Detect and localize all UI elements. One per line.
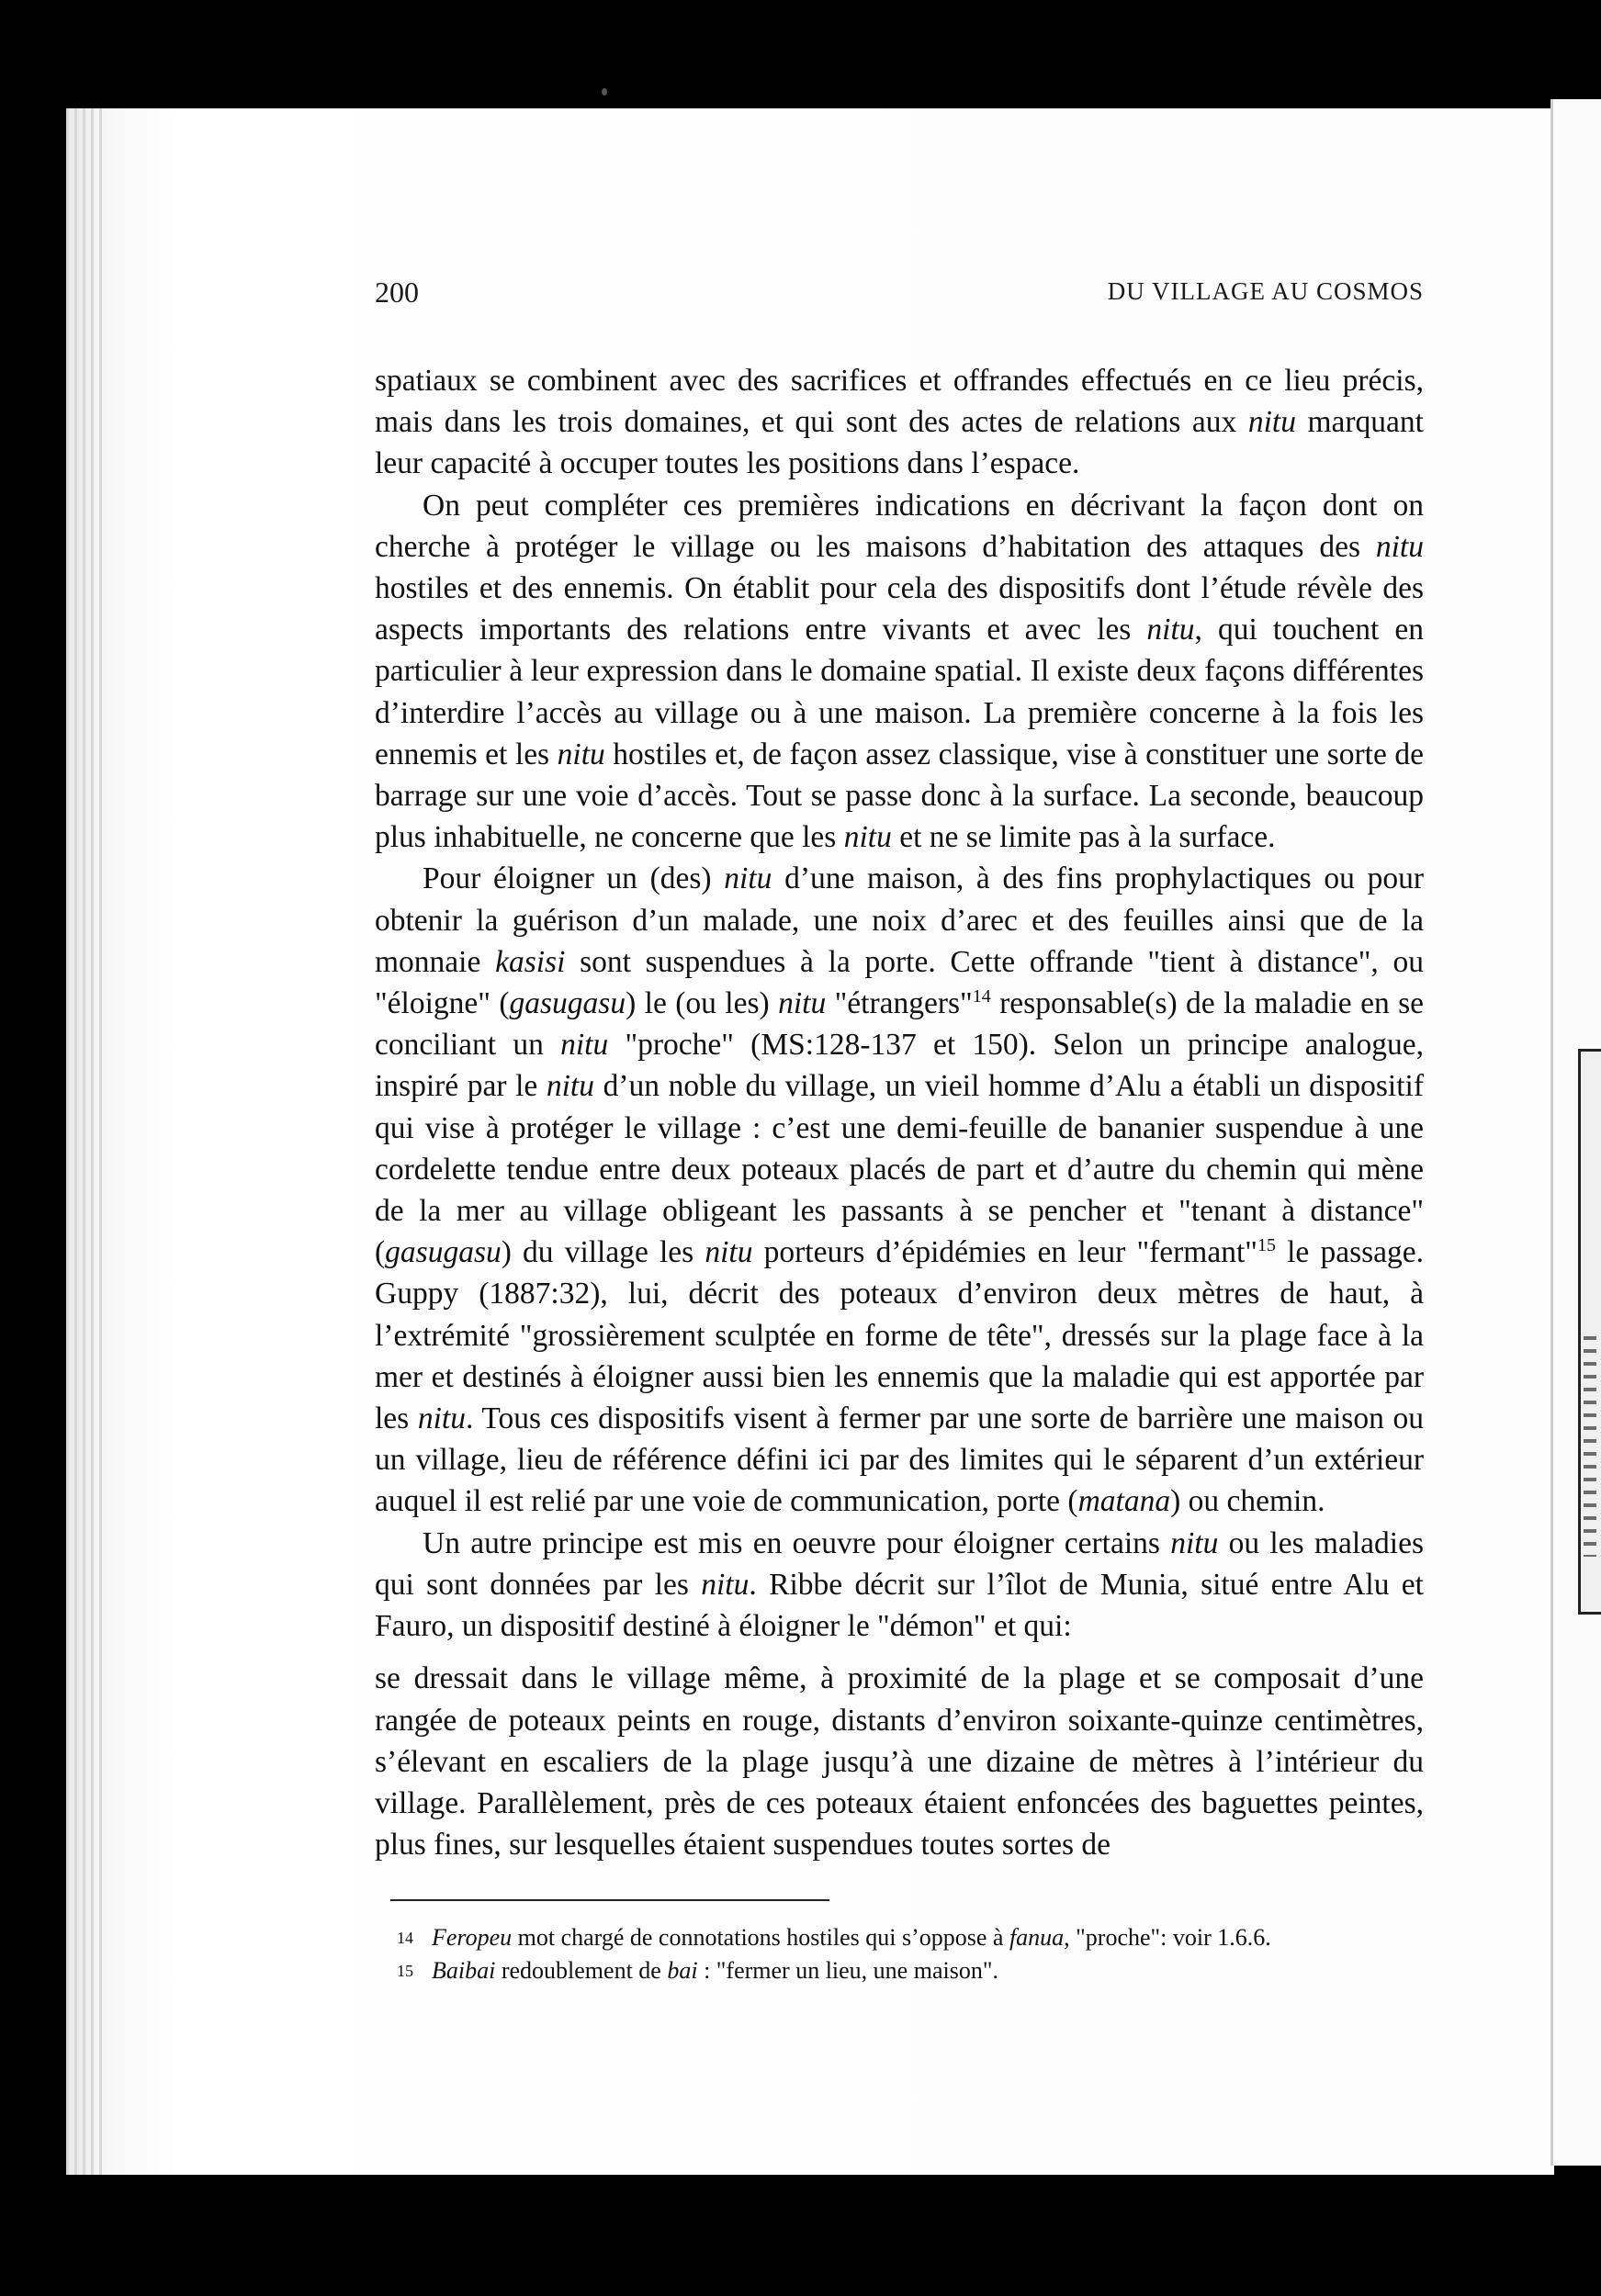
italic-term: nitu <box>546 1069 594 1104</box>
page-stack-edge <box>74 108 77 2175</box>
page-number: 200 <box>375 276 419 309</box>
text-run: mot chargé de connotations hostiles qui s’oppose à <box>512 1924 1009 1951</box>
text-run: sont suspendues à la porte. Cette offrande "tient à distance", ou "éloigne" ( <box>375 944 1424 1021</box>
italic-term: fanua <box>1009 1924 1065 1951</box>
text-run: . Tous ces dispositifs visent à fermer par une sorte de barrière une maison ou un village, lieu de référence défini ici par des limites qui le séparent d’un extérieur auquel il est relié par une voie de communication, porte ( <box>375 1401 1424 1519</box>
text-run: le passage. Guppy (1887:32), lui, décrit des poteaux d’environ deux mètres de haut, à l’extrémité "grossièrement sculptée en forme de tête", dressés sur la plage face à la mer et destinés à éloigner aussi bien les ennemis que la maladie qui est apportée par les <box>375 1235 1425 1436</box>
text-run: responsable(s) de la maladie en se conciliant un <box>375 986 1425 1063</box>
page-stack-edge <box>99 108 102 2175</box>
text-run: Un autre principe est mis en oeuvre pour éloigner certains <box>423 1525 1171 1560</box>
italic-term: nitu <box>705 1235 753 1270</box>
paragraph-1 <box>375 360 1424 485</box>
italic-term: nitu <box>778 986 827 1021</box>
text-run: ou les maladies qui sont données par les <box>375 1525 1425 1602</box>
footnote-15 <box>397 1954 1415 1987</box>
italic-term: Feropeu <box>432 1924 513 1951</box>
paragraph-2 <box>375 485 1424 859</box>
italic-term: nitu <box>557 737 605 771</box>
italic-term: nitu <box>724 861 772 896</box>
text-run: hostiles et des ennemis. On établit pour cela des dispositifs dont l’étude révèle des aspects importants des relations entre vivants et avec les <box>375 571 1424 647</box>
italic-term: gasugasu <box>509 986 626 1021</box>
footnote-ref-14[interactable]: 14 <box>972 986 991 1007</box>
running-head <box>375 276 1424 312</box>
text-run: "proche" (MS:128-137 et 150). Selon un principe analogue, inspiré par le <box>375 1028 1424 1104</box>
text-run: d’un noble du village, un vieil homme d’Alu a établi un dispositif qui vise à protéger le village : c’est une demi-feuille de bananier suspendue à une cordelette tendue entre deux poteaux placés de part et d’autre du chemin qui mène de la mer au village obligeant les passants à se pencher et "tenant à distance" ( <box>375 1069 1424 1270</box>
italic-term: nitu <box>417 1401 466 1436</box>
text-run: redoublement de <box>495 1957 668 1984</box>
text-run: . Ribbe décrit sur l’îlot de Munia, situé entre Alu et Fauro, un dispositif destiné à éloigner le "démon" et qui: <box>375 1567 1424 1644</box>
text-run: porteurs d’épidémies en leur "fermant" <box>752 1235 1257 1270</box>
italic-term: Baibai <box>432 1957 496 1984</box>
footnote-ref-15[interactable]: 15 <box>1257 1235 1276 1256</box>
footnote-14 <box>397 1921 1415 1954</box>
italic-term: nitu <box>1170 1525 1219 1560</box>
italic-term: bai <box>667 1957 698 1984</box>
page-stack-edge <box>66 108 69 2175</box>
paragraph-3 <box>375 858 1424 1522</box>
footnote-divider <box>390 1899 829 1901</box>
italic-term: nitu <box>1247 405 1296 440</box>
paragraph-4 <box>375 1523 1424 1648</box>
italic-term: nitu <box>1375 529 1424 564</box>
text-run: ) du village les <box>501 1235 705 1270</box>
text-run: spatiaux se combinent avec des sacrifices et offrandes effectués en ce lieu précis, mais dans les trois domaines, et qui sont des actes de relations aux <box>375 364 1424 440</box>
footnote-number: 14 <box>397 1929 413 1947</box>
body-text <box>375 360 1424 1865</box>
text-run: "étrangers" <box>826 986 973 1021</box>
text-run: hostiles et, de façon assez classique, vise à constituer une sorte de barrage sur une voie d’accès. Tout se passe donc à la surface. La seconde, beaucoup plus inhabituelle, ne concerne que les <box>375 737 1424 855</box>
block-quote: se dressait dans le village même, à proximité de la plage et se composait d’une rangée de poteaux peints en rouge, distants d’environ soixante-quinze centimètres, s’élevant en escaliers de la plage jusqu’à une dizaine de mètres à l’intérieur du village. Parallèlement, près de ces poteaux étaient enfoncées des baguettes peintes, plus fines, sur lesquelles étaient suspendues toutes sortes de <box>375 1661 1424 1863</box>
text-run: marquant leur capacité à occuper toutes les positions dans l’espace. <box>375 405 1424 481</box>
text-run: Pour éloigner un (des) <box>423 861 725 896</box>
text-run: On peut compléter ces premières indications en décrivant la façon dont on cherche à protéger le village ou les maisons d’habitation des attaques des <box>375 488 1424 564</box>
scan-speck <box>602 88 607 96</box>
italic-term: nitu <box>1146 613 1195 647</box>
italic-term: nitu <box>843 820 892 855</box>
text-run: : "fermer un lieu, une maison". <box>697 1957 998 1984</box>
book-title: DU VILLAGE AU COSMOS <box>1107 277 1424 305</box>
facing-page-figure-marks <box>1584 1336 1596 1557</box>
italic-term: kasisi <box>495 944 566 979</box>
text-run: d’une maison, à des fins prophylactiques ou pour obtenir la guérison d’un malade, une noix d’arec et des feuilles ainsi que de la monnaie <box>375 861 1424 979</box>
footnotes <box>397 1921 1415 1987</box>
page-stack-edge <box>91 108 94 2175</box>
text-run: , "proche": voir 1.6.6. <box>1064 1924 1271 1951</box>
italic-term: nitu <box>560 1028 609 1063</box>
italic-term: gasugasu <box>385 1235 502 1270</box>
italic-term: nitu <box>701 1567 750 1602</box>
italic-term: matana <box>1077 1484 1171 1519</box>
text-run: et ne se limite pas à la surface. <box>891 820 1276 855</box>
text-run: ) ou chemin. <box>1170 1484 1325 1519</box>
text-run: ) le (ou les) <box>626 986 779 1021</box>
text-run: , qui touchent en particulier à leur expression dans le domaine spatial. Il existe deux façons différentes d’interdire l’accès au village ou à une maison. La première concerne à la fois les ennemis et les <box>375 613 1425 771</box>
footnote-number: 15 <box>397 1962 413 1980</box>
page-stack-edge <box>83 108 85 2175</box>
